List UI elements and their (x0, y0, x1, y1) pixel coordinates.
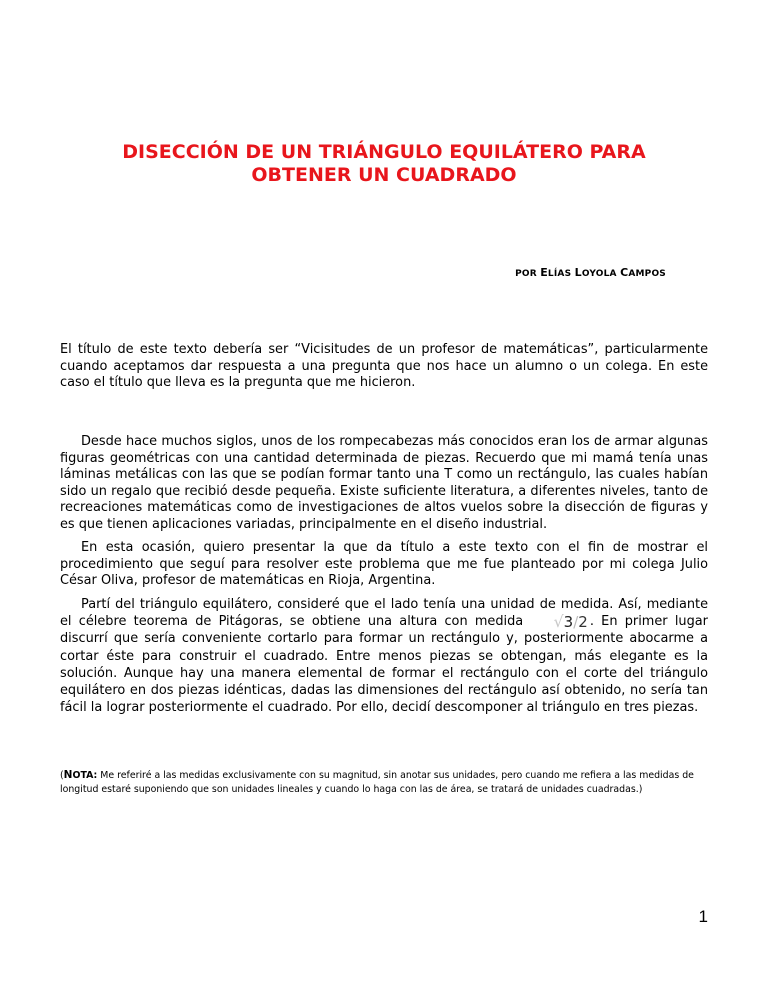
paragraph-4-after: . En primer lugar discurrí que sería conveniente cortarlo para formar un rectángulo y, posteriormente abocarme a cortar éste para construir el cuadrado. Entre menos piezas se obtengan, más elegante es la solución. Aunque hay una manera elemental de formar el rectángulo con el corte del triángulo equilátero en dos piezas idénticas, dadas las dimensiones del rectángulo así obtenido, no sería tan fácil la lograr posteriormente el cuadrado. Por ello, decidí descomponer al triángulo en tres piezas. (60, 614, 708, 716)
author-por: POR (515, 269, 537, 279)
author-byline (515, 266, 666, 279)
paragraph-1: El título de este texto debería ser “Vicisitudes de un profesor de matemáticas”, particularmente cuando aceptamos dar respuesta a una pregunta que nos hace un alumno o un colega. En este caso el título que lleva es la pregunta que me hicieron. (60, 342, 708, 390)
note-open: ( (60, 770, 64, 781)
formula-slash-icon: / (573, 613, 579, 632)
author-last-rest: AMPOS (628, 269, 666, 279)
paragraph-4-before: Partí del triángulo equilátero, consideré que el lado tenía una unidad de medida. Así, mediante el célebre teorema de Pitágoras, se obtiene una altura con medida (60, 597, 708, 630)
note-label-rest: OTA: (72, 770, 98, 781)
title-line-2: OBTENER UN CUADRADO (251, 164, 517, 186)
footnote (60, 768, 708, 797)
formula-numerator: 3 (563, 613, 574, 632)
sqrt-formula (532, 612, 588, 632)
author-mid-initial: L (574, 266, 582, 279)
author-mid-rest: OYOLA (581, 269, 617, 279)
paragraph-3: En esta ocasión, quiero presentar la que da título a este texto con el fin de mostrar el procedimiento que seguí para resolver este problema que me fue planteado por mi colega Julio César Oliva, profesor de matemáticas en Rioja, Argentina. (60, 540, 708, 588)
paragraph-4 (60, 596, 708, 716)
author-first-rest: LÍAS (547, 269, 572, 279)
author-last-initial: C (620, 266, 629, 279)
author-first-initial: E (540, 266, 548, 279)
note-text: Me referiré a las medidas exclusivamente con su magnitud, sin anotar sus unidades, pero cuando me refiera a las medidas de longitud estaré suponiendo que son unidades lineales y cuando lo haga con las de área, se tratará de unidades cuadradas.) (60, 770, 694, 795)
note-label-initial: N (63, 769, 73, 781)
document-title (60, 141, 708, 187)
page-number: 1 (698, 907, 708, 926)
formula-denominator: 2 (578, 613, 588, 632)
title-line-1: DISECCIÓN DE UN TRIÁNGULO EQUILÁTERO PARA (122, 141, 646, 163)
radical-icon: √ (553, 612, 564, 632)
note-label (64, 770, 98, 781)
paragraph-2: Desde hace muchos siglos, unos de los rompecabezas más conocidos eran los de armar algunas figuras geométricas con una cantidad determinada de piezas. Recuerdo que mi mamá tenía unas láminas metálicas con las que se podían formar tanto una T como un rectángulo, las cuales habían sido un regalo que recibió desde pequeña. Existe suficiente literatura, a diferentes niveles, tanto de recreaciones matemáticas como de investigaciones de altos vuelos sobre la disección de figuras y es que tienen aplicaciones variadas, principalmente en el diseño industrial. (60, 434, 708, 532)
